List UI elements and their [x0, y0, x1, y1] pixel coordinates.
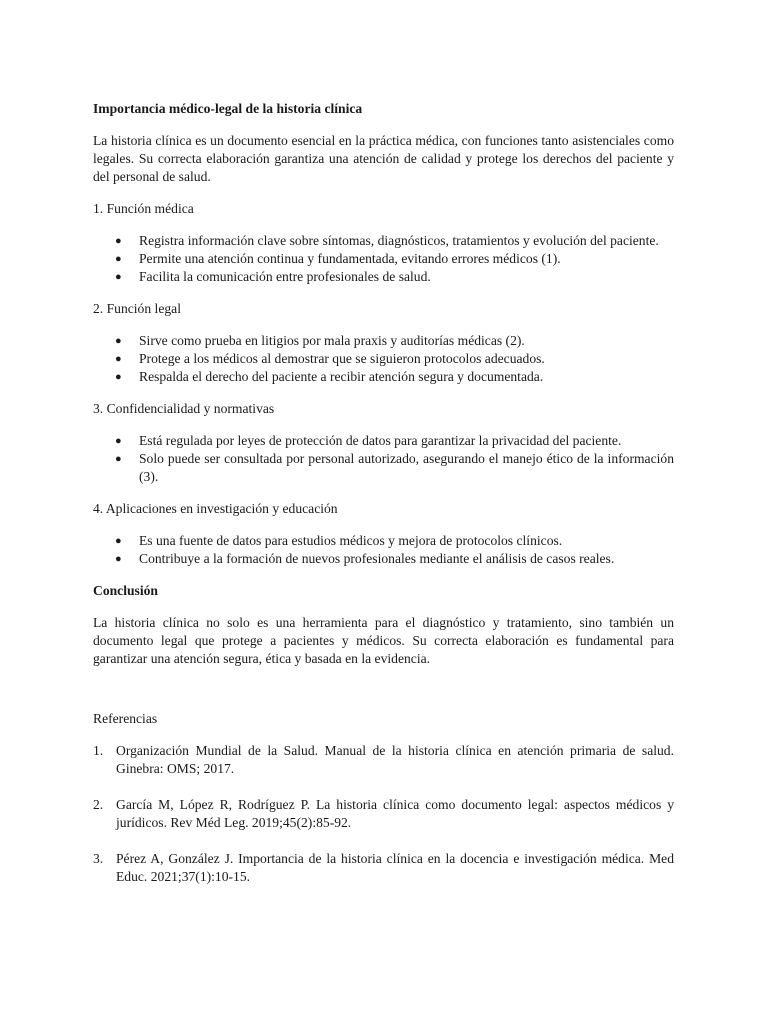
bullet-list-confidencialidad	[93, 432, 674, 486]
bullet-icon: ●	[115, 553, 122, 565]
bullet-icon: ●	[115, 335, 122, 347]
list-item: ● Registra información clave sobre síntomas, diagnósticos, tratamientos y evolución del paciente.	[115, 233, 659, 248]
conclusion-heading: Conclusión	[93, 583, 158, 598]
references-heading: Referencias	[93, 711, 158, 726]
document-title: Importancia médico-legal de la historia clínica	[93, 101, 363, 116]
list-item: ● Facilita la comunicación entre profesionales de salud.	[115, 269, 431, 284]
references-list	[93, 742, 674, 886]
bullet-icon: ●	[115, 235, 122, 247]
reference-number: 2.	[93, 797, 104, 812]
list-item: ● Solo puede ser consultada por personal autorizado, asegurando el manejo ético de la información (3).	[115, 451, 674, 484]
section-heading-legal: 2. Función legal	[93, 301, 181, 316]
list-item: ● Permite una atención continua y fundamentada, evitando errores médicos (1).	[115, 251, 561, 266]
bullet-icon: ●	[115, 453, 122, 465]
bullet-list-aplicaciones	[93, 532, 674, 568]
list-item: ● Está regulada por leyes de protección de datos para garantizar la privacidad del paciente.	[115, 433, 622, 448]
bullet-icon: ●	[115, 371, 122, 383]
list-item: ● Protege a los médicos al demostrar que se siguieron protocolos adecuados.	[115, 351, 545, 366]
section-heading-confidencialidad: 3. Confidencialidad y normativas	[93, 401, 275, 416]
reference-item: 2. García M, López R, Rodríguez P. La historia clínica como documento legal: aspectos médicos y jurídicos. Rev Méd Leg. 2019;45(2):85-92.	[93, 797, 674, 830]
conclusion-paragraph: La historia clínica no solo es una herramienta para el diagnóstico y tratamiento, sino también un documento legal que protege a pacientes y médicos. Su correcta elaboración es fundamental para garantizar una atención segura, ética y basada en la evidencia.	[93, 615, 674, 666]
bullet-list-legal	[93, 332, 674, 386]
list-item: ● Sirve como prueba en litigios por mala praxis y auditorías médicas (2).	[115, 333, 525, 348]
reference-number: 3.	[93, 851, 104, 866]
section-heading-aplicaciones: 4. Aplicaciones en investigación y educación	[93, 501, 338, 516]
bullet-icon: ●	[115, 271, 122, 283]
bullet-list-medica	[93, 232, 674, 286]
bullet-icon: ●	[115, 353, 122, 365]
bullet-icon: ●	[115, 535, 122, 547]
intro-paragraph: La historia clínica es un documento esencial en la práctica médica, con funciones tanto asistenciales como legales. Su correcta elaboración garantiza una atención de calidad y protege los derechos del paciente y del personal de salud.	[93, 133, 674, 184]
bullet-icon: ●	[115, 253, 122, 265]
reference-number: 1.	[93, 743, 104, 758]
reference-item: 3. Pérez A, González J. Importancia de la historia clínica en la docencia e investigación médica. Med Educ. 2021;37(1):10-15.	[93, 851, 674, 884]
reference-item: 1. Organización Mundial de la Salud. Manual de la historia clínica en atención primaria de salud. Ginebra: OMS; 2017.	[93, 743, 674, 776]
list-item: ● Es una fuente de datos para estudios médicos y mejora de protocolos clínicos.	[115, 533, 563, 548]
list-item: ● Contribuye a la formación de nuevos profesionales mediante el análisis de casos reales.	[115, 551, 615, 566]
list-item: ● Respalda el derecho del paciente a recibir atención segura y documentada.	[115, 369, 544, 384]
section-heading-medica: 1. Función médica	[93, 201, 194, 216]
document-page	[93, 100, 674, 904]
bullet-icon: ●	[115, 435, 122, 447]
